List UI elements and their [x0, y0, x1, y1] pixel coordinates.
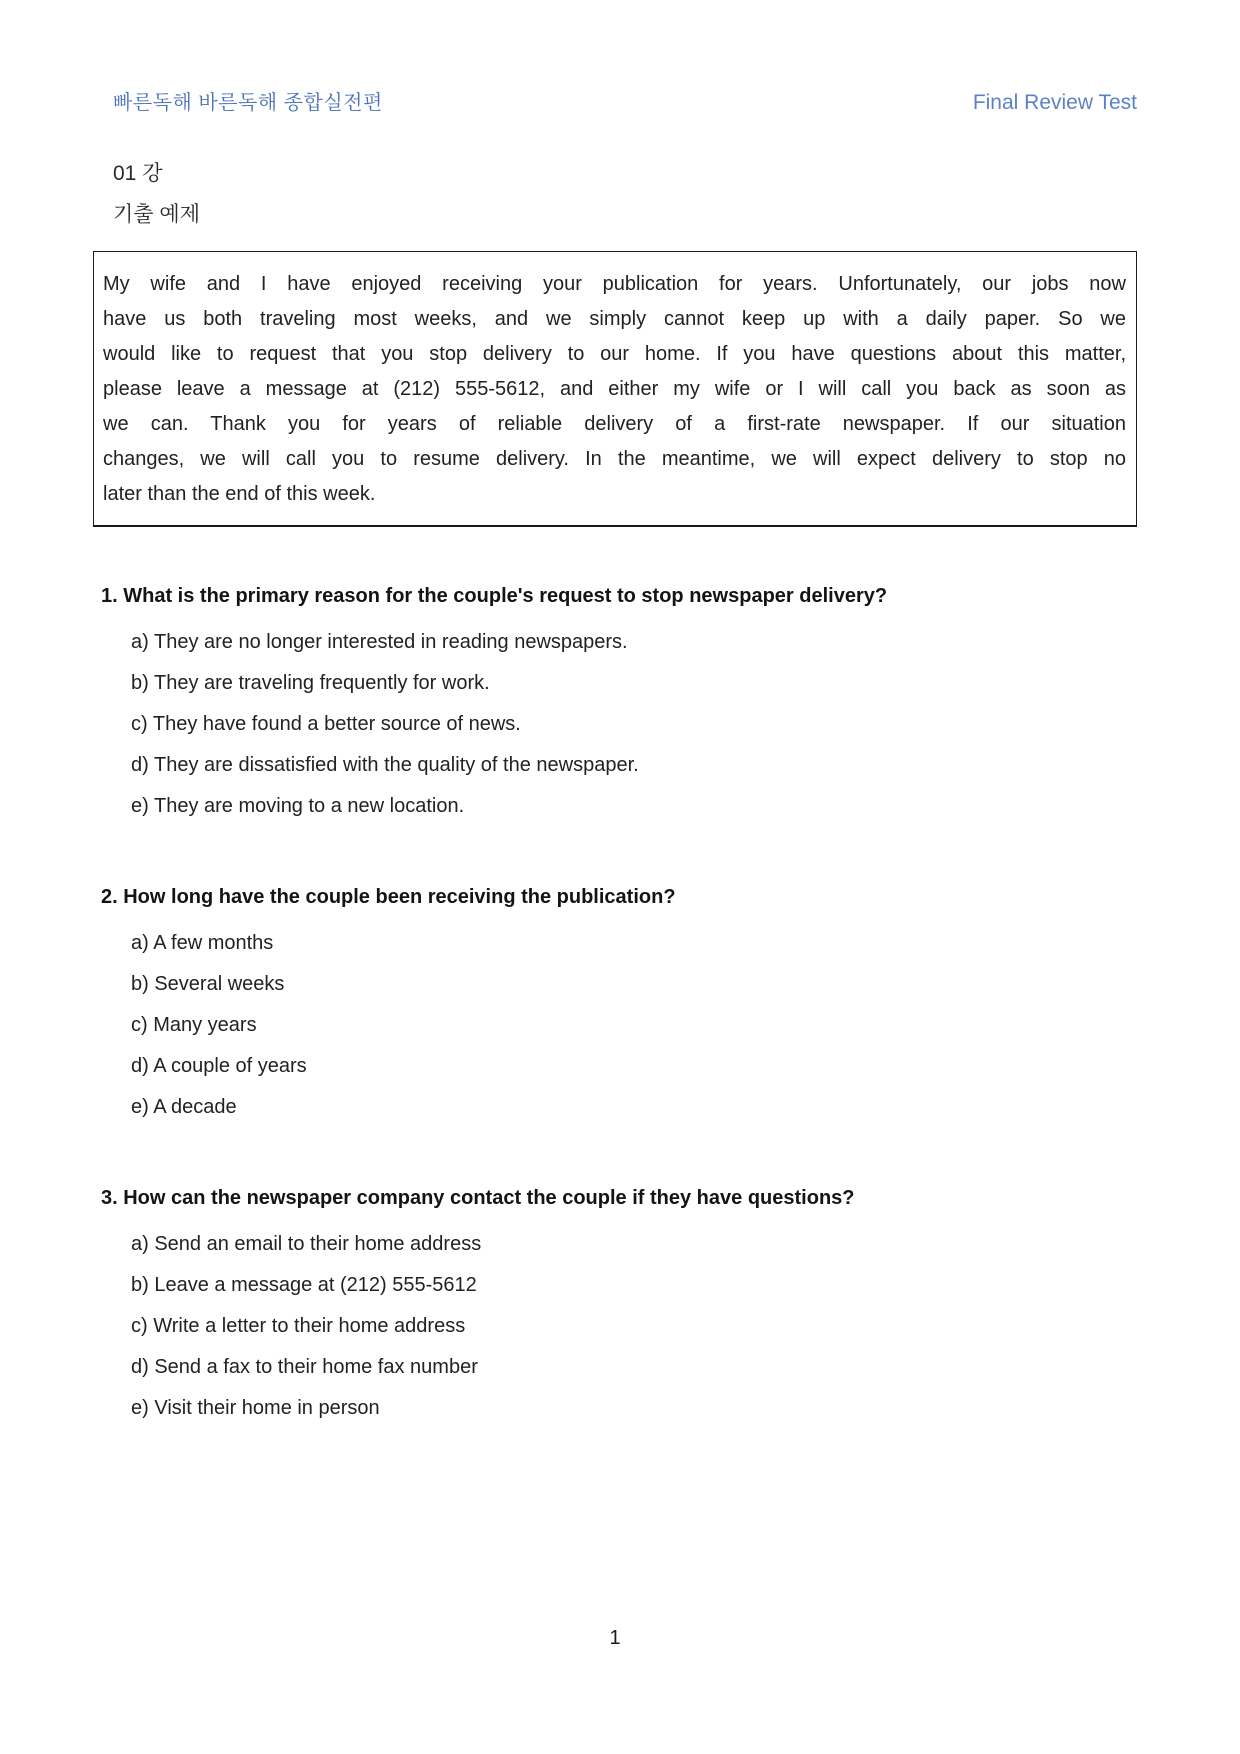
passage-line: please leave a message at (212) 555-5612, and either my wife or I will call you back as soon as: [103, 378, 1126, 400]
answer-option: c) Many years: [131, 1014, 257, 1036]
passage-line: have us both traveling most weeks, and we simply cannot keep up with a daily paper. So we: [103, 308, 1126, 330]
answer-option: b) Several weeks: [131, 973, 285, 995]
test-title: Final Review Test: [972, 91, 1137, 114]
question-title: 1. What is the primary reason for the couple's request to stop newspaper delivery?: [101, 585, 888, 607]
passage-line: would like to request that you stop delivery to our home. If you have questions about this matter,: [103, 343, 1126, 365]
passage-line: later than the end of this week.: [103, 483, 376, 505]
book-title: 빠른독해 바른독해 종합실전편: [113, 92, 383, 114]
answer-option: e) A decade: [131, 1096, 237, 1118]
answer-option: b) Leave a message at (212) 555-5612: [131, 1274, 477, 1296]
options-list: [101, 630, 1137, 818]
section-label: 기출 예제: [113, 203, 200, 226]
answer-option: a) Send an email to their home address: [131, 1233, 482, 1255]
answer-option: d) A couple of years: [131, 1055, 307, 1077]
question-title: 2. How long have the couple been receiving the publication?: [101, 886, 676, 908]
answer-option: a) They are no longer interested in reading newspapers.: [131, 631, 628, 653]
questions-section: [93, 527, 1137, 1420]
answer-option: e) Visit their home in person: [131, 1397, 380, 1419]
options-list: [101, 931, 1137, 1119]
answer-option: e) They are moving to a new location.: [131, 795, 465, 817]
lesson-number: 01 강: [113, 162, 163, 185]
passage-line: My wife and I have enjoyed receiving your publication for years. Unfortunately, our jobs now: [103, 273, 1126, 295]
passage-line: we can. Thank you for years of reliable delivery of a first-rate newspaper. If our situation: [103, 413, 1126, 435]
page-footer: [93, 1627, 1137, 1650]
answer-option: d) Send a fax to their home fax number: [131, 1356, 478, 1378]
question-block: [93, 884, 1137, 1119]
question-title: 3. How can the newspaper company contact the couple if they have questions?: [101, 1187, 855, 1209]
question-block: [93, 583, 1137, 818]
answer-option: c) Write a letter to their home address: [131, 1315, 466, 1337]
answer-option: b) They are traveling frequently for work.: [131, 672, 490, 694]
page-header: [93, 86, 1137, 115]
question-block: [93, 1185, 1137, 1420]
passage-line: changes, we will call you to resume delivery. In the meantime, we will expect delivery to stop no: [103, 448, 1126, 470]
answer-option: d) They are dissatisfied with the quality of the newspaper.: [131, 754, 639, 776]
page-number: 1: [609, 1627, 621, 1649]
options-list: [101, 1232, 1137, 1420]
passage-box: [93, 251, 1137, 527]
answer-option: a) A few months: [131, 932, 274, 954]
answer-option: c) They have found a better source of news.: [131, 713, 521, 735]
